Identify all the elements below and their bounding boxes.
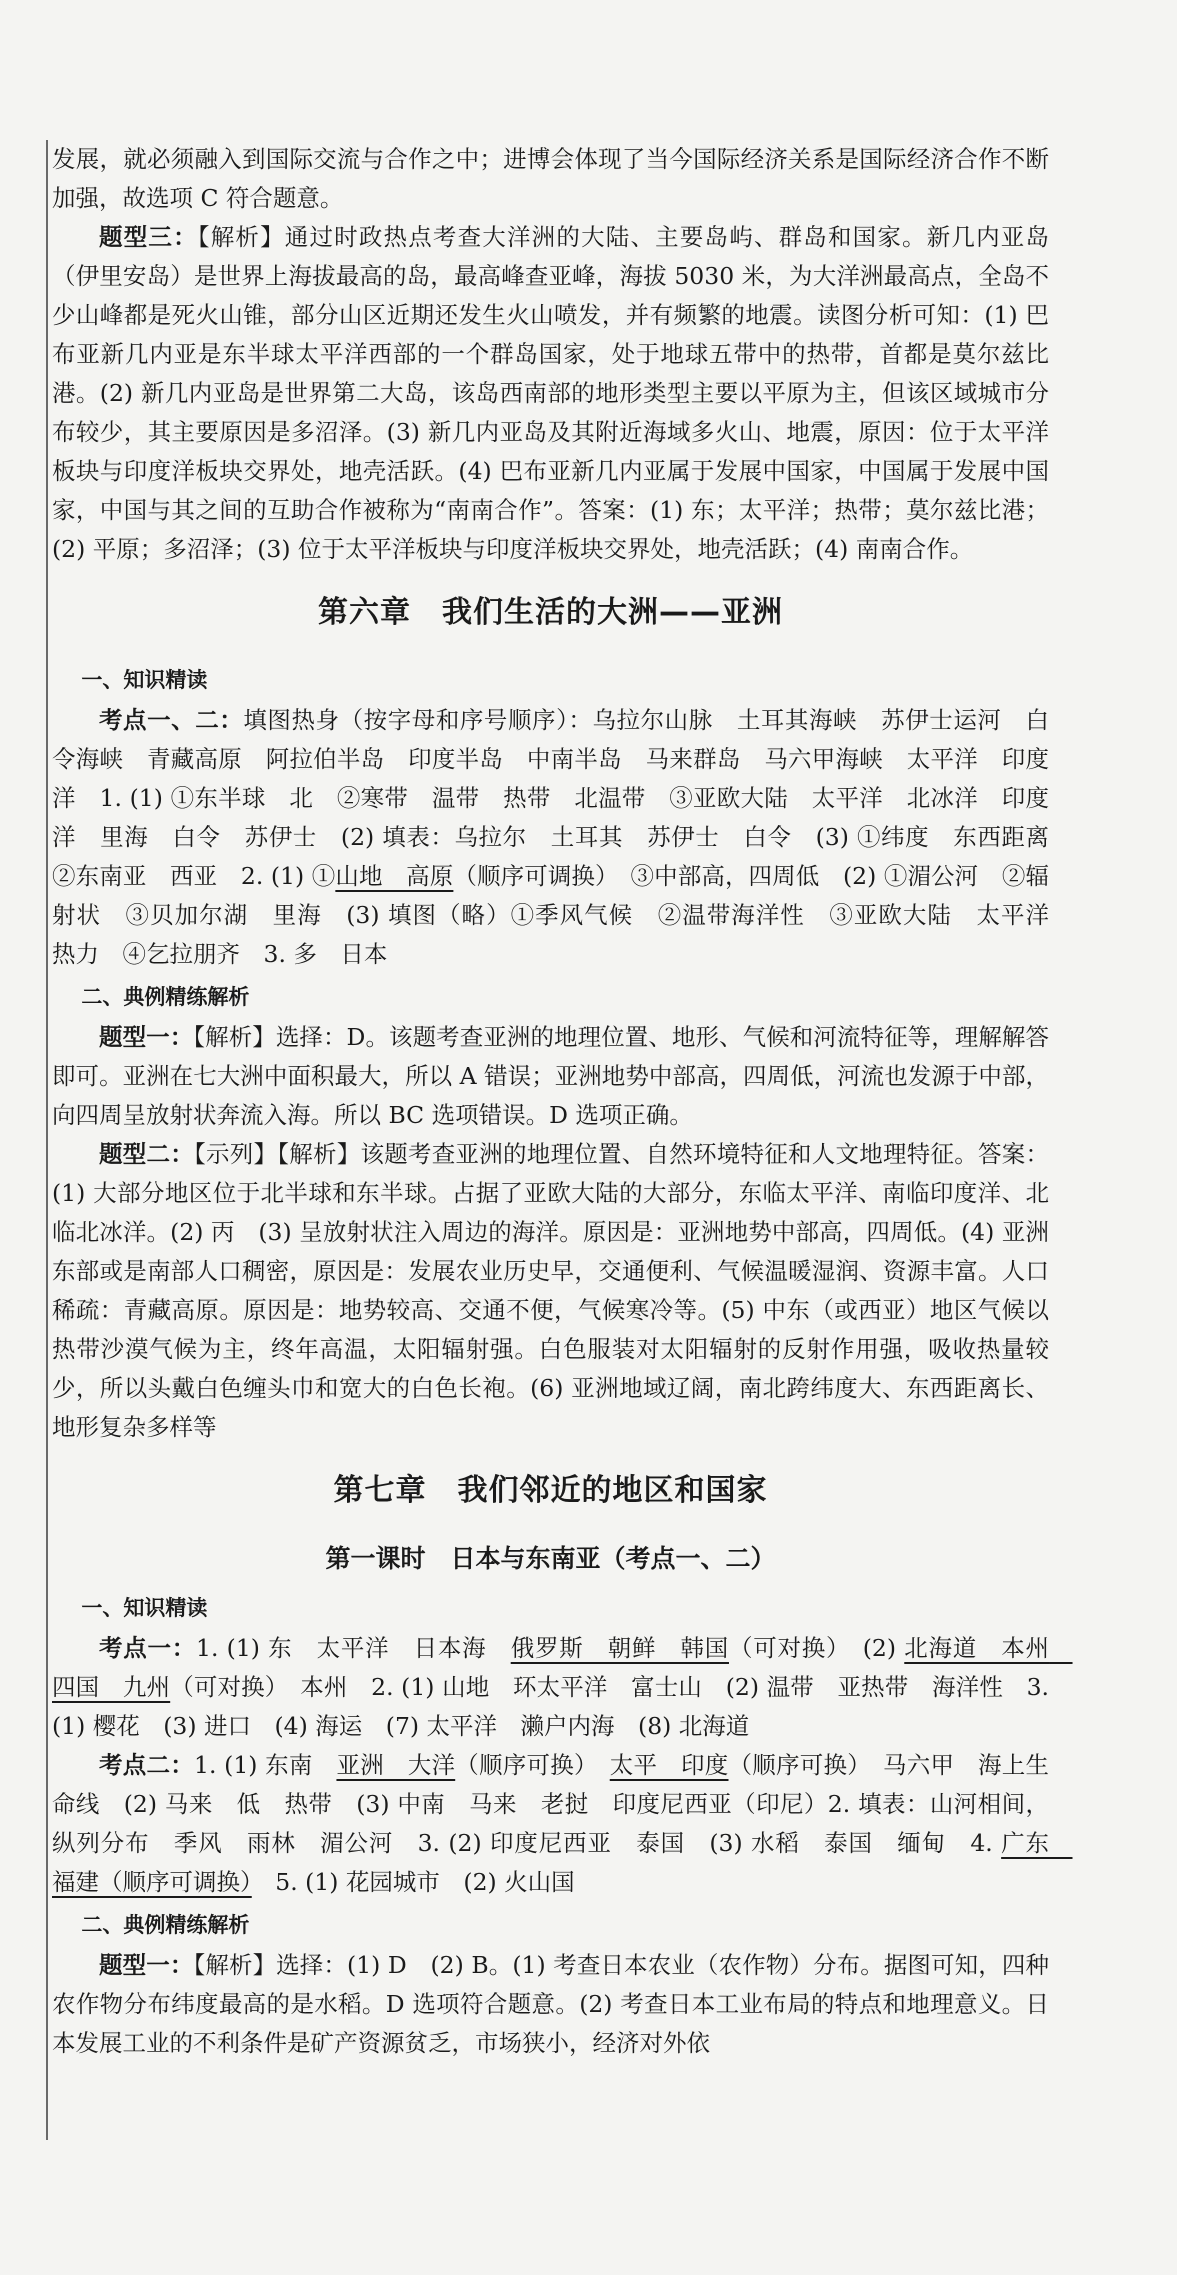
ch7-kaodian-1-text-a: 1. (1) 东 太平洋 日本海 (196, 1634, 511, 1662)
ch7-question-type-1 (52, 1946, 1049, 2063)
question-type-3-label: 题型三： (99, 223, 198, 251)
chapter-6-title: 第六章 我们生活的大洲——亚洲 (318, 595, 783, 630)
ch6-question-type-1-text: 【解析】选择：D。该题考查亚洲的地理位置、地形、气候和河流特征等，理解解答即可。亚洲在七大洲中面积最大，所以 A 错误；亚洲地势中部高，四周低，河流也发源于中部，向四周呈放射状奔流入海。所以 BC 选项错误。D 选项正确。 (52, 1023, 1050, 1129)
ch7-kaodian-2-text-a: 1. (1) 东南 (194, 1751, 337, 1779)
ch7-kaodian-1-text-c: （可对换） 本州 2. (1) 山地 环太平洋 富士山 (2) 温带 亚热带 海洋性 3. (1) 樱花 (3) 进口 (4) 海运 (7) 太平洋 濑户内海 (8) 北海道 (52, 1673, 1050, 1740)
left-margin-rule (46, 140, 48, 2140)
ch7-section-examples-heading: 二、典例精练解析 (81, 1913, 250, 1937)
ch7-kaodian-2-underlined-3: 广东 福建（顺序可调换） (52, 1829, 1073, 1896)
ch6-question-type-2 (52, 1135, 1049, 1447)
ch6-kaodian-1-2 (52, 701, 1073, 974)
ch7-kaodian-2 (52, 1746, 1073, 1902)
ch6-question-type-1-label: 题型一： (99, 1023, 194, 1051)
question-type-3-text: 【解析】通过时政热点考查大洋洲的大陆、主要岛屿、群岛和国家。新几内亚岛（伊里安岛）是世界上海拔最高的岛，最高峰查亚峰，海拔 5030 米，为大洋洲最高点，全岛不少山峰都是死火山锥，部分山区近期还发生火山喷发，并有频繁的地震。读图分析可知：(1) 巴布亚新几内亚是东半球太平洋西部的一个群岛国家，处于地球五带中的热带，首都是莫尔兹比港。(2) 新几内亚岛是世界第二大岛，该岛西南部的地形类型主要以平原为主，但该区域城市分布较少，其主要原因是多沼泽。(3) 新几内亚岛及其附近海域多火山、地震，原因：位于太平洋板块与印度洋板块交界处，地壳活跃。(4) 巴布亚新几内亚属于发展中国家，中国属于发展中国家，中国与其之间的互助合作被称为“南南合作”。答案：(1) 东；太平洋；热带；莫尔兹比港；(2) 平原；多沼泽；(3) 位于太平洋板块与印度洋板块交界处，地壳活跃；(4) 南南合作。 (52, 223, 1050, 563)
ch6-question-type-2-text: 【示列】【解析】该题考查亚洲的地理位置、自然环境特征和人文地理特征。答案：(1) 大部分地区位于北半球和东半球。占据了亚欧大陆的大部分，东临太平洋、南临印度洋、北临北冰洋。(2) 丙 (3) 呈放射状注入周边的海洋。原因是：亚洲地势中部高，四周低。(4) 亚洲东部或是南部人口稠密，原因是：发展农业历史早，交通便利、气候温暖湿润、资源丰富。人口稀疏：青藏高原。原因是：地势较高、交通不便，气候寒冷等。(5) 中东（或西亚）地区气候以热带沙漠气候为主，终年高温，太阳辐射强。白色服装对太阳辐射的反射作用强，吸收热量较少，所以头戴白色缠头巾和宽大的白色长袍。(6) 亚洲地域辽阔，南北跨纬度大、东西距离长、地形复杂多样等 (52, 1140, 1049, 1441)
ch6-kaodian-1-2-underlined: 山地 高原 (335, 862, 454, 890)
ch7-kaodian-2-label: 考点二： (99, 1751, 195, 1779)
ch6-kaodian-1-2-label: 考点一、二： (99, 706, 244, 734)
ch7-kaodian-1-underlined-1: 俄罗斯 朝鲜 韩国 (510, 1634, 729, 1662)
ch6-question-type-1 (52, 1018, 1049, 1135)
ch7-question-type-1-label: 题型一： (99, 1951, 194, 1979)
ch6-section-examples-heading: 二、典例精练解析 (81, 985, 250, 1009)
chapter-7-title: 第七章 我们邻近的地区和国家 (333, 1473, 768, 1508)
ch6-section-knowledge-heading: 一、知识精读 (81, 668, 208, 692)
ch6-question-type-2-label: 题型二： (99, 1140, 194, 1168)
ch7-kaodian-2-text-c: （顺序可换） 马六甲 海上生命线 (2) 马来 低 热带 (3) 中南 马来 老挝 印度尼西亚（印尼）2. 填表：山河相间，纵列分布 季风 雨林 湄公河 3. (2) 印度尼西亚 泰国 (3) 水稻 泰国 缅甸 4. (52, 1751, 1050, 1857)
ch7-kaodian-2-text-d: 5. (1) 花园城市 (2) 火山国 (251, 1868, 575, 1896)
ch7-kaodian-2-underlined-1: 亚洲 大洋 (336, 1751, 456, 1779)
intro-paragraph-2 (52, 218, 1049, 569)
ch7-kaodian-1-text-b: （可对换） (2) (728, 1634, 905, 1662)
ch7-kaodian-1-label: 考点一： (99, 1634, 197, 1662)
ch7-kaodian-2-underlined-2: 太平 印度 (609, 1751, 729, 1779)
ch6-kaodian-1-2-text-b: （顺序可调换） ③中部高，四周低 (2) ①湄公河 ②辐射状 ③贝加尔湖 里海 (3) 填图（略）①季风气候 ②温带海洋性 ③亚欧大陆 太平洋 热力 ④乞拉朋齐 3. 多 日本 (52, 862, 1073, 968)
ch7-kaodian-1 (52, 1629, 1073, 1746)
ch6-kaodian-1-2-text-a: 填图热身（按字母和序号顺序）：乌拉尔山脉 土耳其海峡 苏伊士运河 白令海峡 青藏高原 阿拉伯半岛 印度半岛 中南半岛 马来群岛 马六甲海峡 太平洋 印度洋 1. (1) ①东半球 北 ②寒带 温带 热带 北温带 ③亚欧大陆 太平洋 北冰洋 印度洋 里海 白令 苏伊士 (2) 填表：乌拉尔 土耳其 苏伊士 白令 (3) ①纬度 东西距离 ②东南亚 西亚 2. (1) ① (52, 706, 1073, 890)
lesson-1-title: 第一课时 日本与东南亚（考点一、二） (325, 1544, 776, 1573)
ch7-kaodian-2-text-b: （顺序可换） (455, 1751, 610, 1779)
intro-paragraph-1: 发展，就必须融入到国际交流与合作之中；进博会体现了当今国际经济关系是国际经济合作不断加强，故选项 C 符合题意。 (52, 145, 1049, 212)
ch7-kaodian-1-underlined-2: 北海道 本州 四国 九州 (52, 1634, 1073, 1701)
ch7-question-type-1-text: 【解析】选择：(1) D (2) B。(1) 考查日本农业（农作物）分布。据图可知，四种农作物分布纬度最高的是水稻。D 选项符合题意。(2) 考查日本工业布局的特点和地理意义。日本发展工业的不利条件是矿产资源贫乏，市场狭小，经济对外依 (52, 1951, 1050, 2057)
ch7-section-knowledge-heading: 一、知识精读 (81, 1596, 208, 1620)
